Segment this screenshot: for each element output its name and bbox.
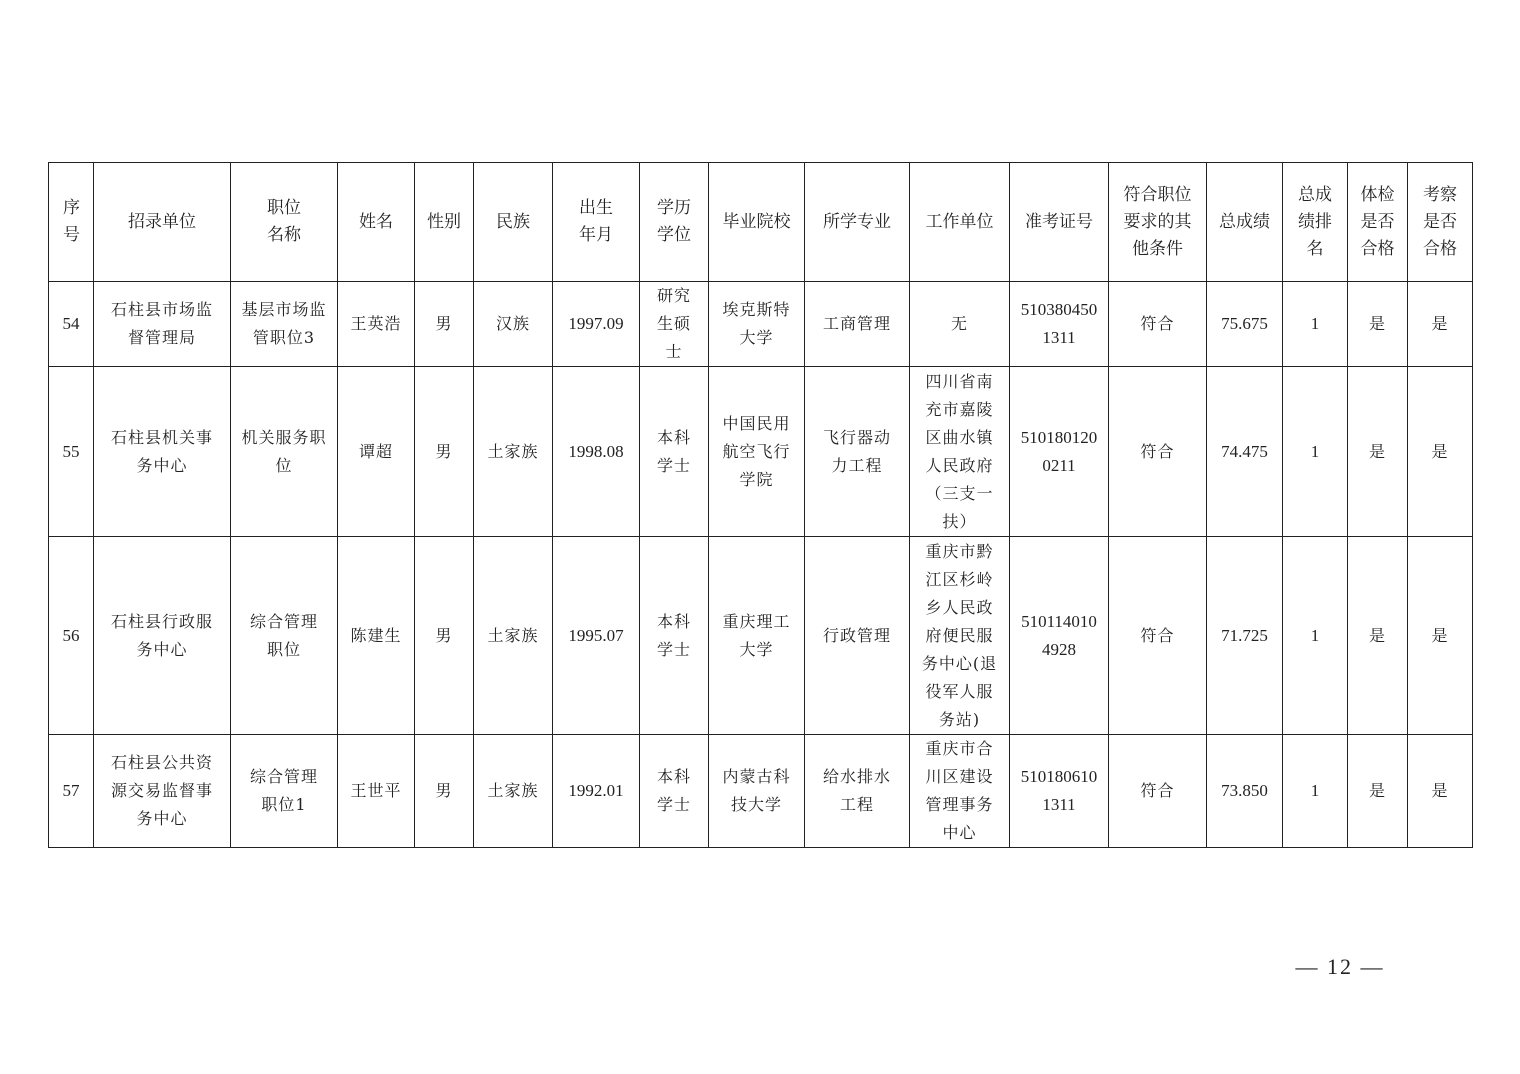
cell-score: 75.675 bbox=[1207, 282, 1283, 367]
cell-workplace: 重庆市黔江区杉岭乡人民政府便民服务中心(退役军人服务站) bbox=[910, 537, 1010, 735]
cell-exam-id: 5103804501311 bbox=[1010, 282, 1109, 367]
cell-ethnicity: 土家族 bbox=[474, 735, 553, 848]
cell-degree: 研究生硕士 bbox=[640, 282, 709, 367]
cell-workplace: 四川省南充市嘉陵区曲水镇人民政府（三支一扶） bbox=[910, 367, 1010, 537]
cell-inspection: 是 bbox=[1408, 537, 1473, 735]
cell-unit: 石柱县机关事务中心 bbox=[94, 367, 231, 537]
header-physical: 体检是否合格 bbox=[1348, 163, 1408, 282]
table-header-row bbox=[49, 163, 1473, 282]
table-row bbox=[49, 367, 1473, 537]
header-position: 职位名称 bbox=[231, 163, 338, 282]
cell-birth: 1997.09 bbox=[553, 282, 640, 367]
cell-workplace: 重庆市合川区建设管理事务中心 bbox=[910, 735, 1010, 848]
cell-physical: 是 bbox=[1348, 735, 1408, 848]
header-degree: 学历学位 bbox=[640, 163, 709, 282]
cell-seq: 55 bbox=[49, 367, 94, 537]
cell-ethnicity: 汉族 bbox=[474, 282, 553, 367]
cell-exam-id: 5101801200211 bbox=[1010, 367, 1109, 537]
cell-inspection: 是 bbox=[1408, 735, 1473, 848]
cell-score: 73.850 bbox=[1207, 735, 1283, 848]
cell-major: 给水排水工程 bbox=[805, 735, 910, 848]
cell-major: 工商管理 bbox=[805, 282, 910, 367]
header-inspection: 考察是否合格 bbox=[1408, 163, 1473, 282]
cell-position: 基层市场监管职位3 bbox=[231, 282, 338, 367]
table-row bbox=[49, 282, 1473, 367]
cell-major: 飞行器动力工程 bbox=[805, 367, 910, 537]
cell-inspection: 是 bbox=[1408, 282, 1473, 367]
header-gender: 性别 bbox=[415, 163, 474, 282]
header-name: 姓名 bbox=[338, 163, 415, 282]
cell-birth: 1992.01 bbox=[553, 735, 640, 848]
cell-unit: 石柱县行政服务中心 bbox=[94, 537, 231, 735]
header-rank: 总成绩排名 bbox=[1283, 163, 1348, 282]
cell-gender: 男 bbox=[415, 282, 474, 367]
cell-position: 综合管理职位 bbox=[231, 537, 338, 735]
cell-degree: 本科学士 bbox=[640, 735, 709, 848]
cell-conditions: 符合 bbox=[1109, 282, 1207, 367]
cell-degree: 本科学士 bbox=[640, 367, 709, 537]
cell-conditions: 符合 bbox=[1109, 735, 1207, 848]
cell-gender: 男 bbox=[415, 537, 474, 735]
cell-physical: 是 bbox=[1348, 537, 1408, 735]
table-row bbox=[49, 735, 1473, 848]
cell-birth: 1995.07 bbox=[553, 537, 640, 735]
header-workplace: 工作单位 bbox=[910, 163, 1010, 282]
cell-inspection: 是 bbox=[1408, 367, 1473, 537]
cell-school: 重庆理工大学 bbox=[709, 537, 805, 735]
cell-school: 埃克斯特大学 bbox=[709, 282, 805, 367]
cell-exam-id: 5101806101311 bbox=[1010, 735, 1109, 848]
cell-workplace: 无 bbox=[910, 282, 1010, 367]
cell-position: 综合管理职位1 bbox=[231, 735, 338, 848]
cell-unit: 石柱县市场监督管理局 bbox=[94, 282, 231, 367]
header-conditions: 符合职位要求的其他条件 bbox=[1109, 163, 1207, 282]
header-major: 所学专业 bbox=[805, 163, 910, 282]
cell-physical: 是 bbox=[1348, 282, 1408, 367]
cell-rank: 1 bbox=[1283, 537, 1348, 735]
cell-degree: 本科学士 bbox=[640, 537, 709, 735]
header-seq: 序号 bbox=[49, 163, 94, 282]
cell-score: 71.725 bbox=[1207, 537, 1283, 735]
cell-major: 行政管理 bbox=[805, 537, 910, 735]
cell-rank: 1 bbox=[1283, 367, 1348, 537]
cell-position: 机关服务职位 bbox=[231, 367, 338, 537]
cell-seq: 56 bbox=[49, 537, 94, 735]
header-score: 总成绩 bbox=[1207, 163, 1283, 282]
cell-school: 内蒙古科技大学 bbox=[709, 735, 805, 848]
cell-conditions: 符合 bbox=[1109, 367, 1207, 537]
cell-gender: 男 bbox=[415, 367, 474, 537]
recruitment-table bbox=[48, 162, 1473, 848]
cell-ethnicity: 土家族 bbox=[474, 367, 553, 537]
header-exam-id: 准考证号 bbox=[1010, 163, 1109, 282]
cell-school: 中国民用航空飞行学院 bbox=[709, 367, 805, 537]
header-school: 毕业院校 bbox=[709, 163, 805, 282]
cell-birth: 1998.08 bbox=[553, 367, 640, 537]
header-ethnicity: 民族 bbox=[474, 163, 553, 282]
cell-rank: 1 bbox=[1283, 735, 1348, 848]
cell-seq: 57 bbox=[49, 735, 94, 848]
cell-rank: 1 bbox=[1283, 282, 1348, 367]
cell-score: 74.475 bbox=[1207, 367, 1283, 537]
cell-ethnicity: 土家族 bbox=[474, 537, 553, 735]
cell-unit: 石柱县公共资源交易监督事务中心 bbox=[94, 735, 231, 848]
header-unit: 招录单位 bbox=[94, 163, 231, 282]
cell-name: 王世平 bbox=[338, 735, 415, 848]
cell-name: 王英浩 bbox=[338, 282, 415, 367]
cell-seq: 54 bbox=[49, 282, 94, 367]
header-birth: 出生年月 bbox=[553, 163, 640, 282]
cell-name: 谭超 bbox=[338, 367, 415, 537]
cell-physical: 是 bbox=[1348, 367, 1408, 537]
cell-exam-id: 5101140104928 bbox=[1010, 537, 1109, 735]
cell-name: 陈建生 bbox=[338, 537, 415, 735]
cell-conditions: 符合 bbox=[1109, 537, 1207, 735]
page-number: — 12 — bbox=[1295, 954, 1385, 979]
cell-gender: 男 bbox=[415, 735, 474, 848]
table-row bbox=[49, 537, 1473, 735]
